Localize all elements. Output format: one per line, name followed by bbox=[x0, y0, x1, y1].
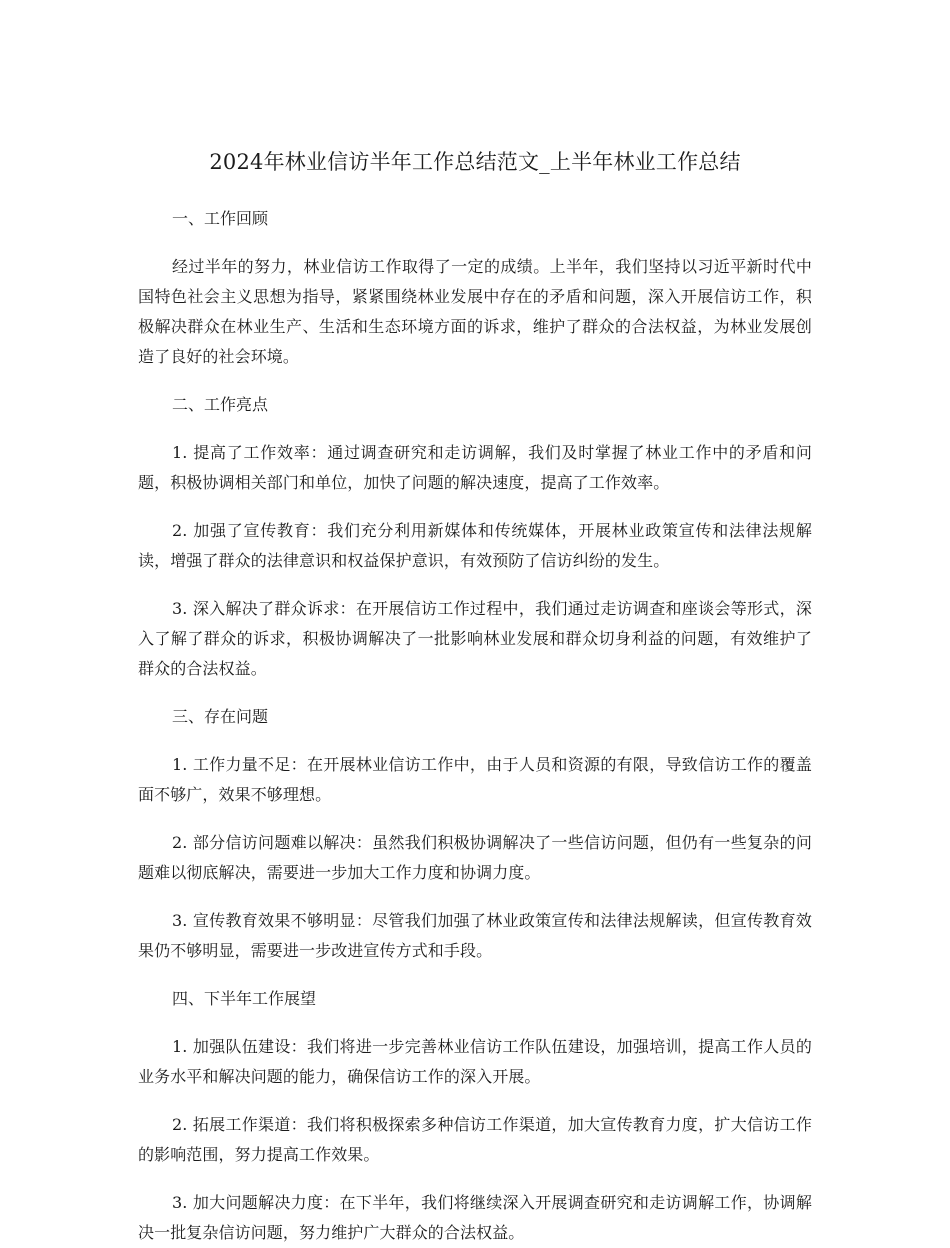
problem-item-1: 1. 工作力量不足：在开展林业信访工作中，由于人员和资源的有限，导致信访工作的覆盖面不够广，效果不够理想。 bbox=[138, 755, 812, 804]
section-heading-problems: 三、存在问题 bbox=[172, 707, 269, 726]
highlight-item-3: 3. 深入解决了群众诉求：在开展信访工作过程中，我们通过走访调查和座谈会等形式，深入了解了群众的诉求，积极协调解决了一批影响林业发展和群众切身利益的问题，有效维护了群众的合法权益。 bbox=[138, 599, 812, 678]
section-heading-review: 一、工作回顾 bbox=[172, 209, 269, 228]
review-paragraph: 经过半年的努力，林业信访工作取得了一定的成绩。上半年，我们坚持以习近平新时代中国特色社会主义思想为指导，紧紧围绕林业发展中存在的矛盾和问题，深入开展信访工作，积极解决群众在林业生产、生活和生态环境方面的诉求，维护了群众的合法权益，为林业发展创造了良好的社会环境。 bbox=[138, 257, 812, 366]
outlook-item-1: 1. 加强队伍建设：我们将进一步完善林业信访工作队伍建设，加强培训，提高工作人员的业务水平和解决问题的能力，确保信访工作的深入开展。 bbox=[138, 1037, 812, 1086]
section-heading-highlights: 二、工作亮点 bbox=[172, 395, 269, 414]
problem-item-3: 3. 宣传教育效果不够明显：尽管我们加强了林业政策宣传和法律法规解读，但宣传教育效果仍不够明显，需要进一步改进宣传方式和手段。 bbox=[138, 911, 812, 960]
document-body bbox=[138, 204, 812, 1248]
highlight-item-2: 2. 加强了宣传教育：我们充分利用新媒体和传统媒体，开展林业政策宣传和法律法规解读，增强了群众的法律意识和权益保护意识，有效预防了信访纠纷的发生。 bbox=[138, 521, 812, 570]
section-heading-outlook: 四、下半年工作展望 bbox=[172, 989, 317, 1008]
outlook-item-2: 2. 拓展工作渠道：我们将积极探索多种信访工作渠道，加大宣传教育力度，扩大信访工作的影响范围，努力提高工作效果。 bbox=[138, 1115, 812, 1164]
outlook-item-3: 3. 加大问题解决力度：在下半年，我们将继续深入开展调查研究和走访调解工作，协调解决一批复杂信访问题，努力维护广大群众的合法权益。 bbox=[138, 1193, 812, 1242]
highlight-item-1: 1. 提高了工作效率：通过调查研究和走访调解，我们及时掌握了林业工作中的矛盾和问题，积极协调相关部门和单位，加快了问题的解决速度，提高了工作效率。 bbox=[138, 443, 812, 492]
document-title: 2024年林业信访半年工作总结范文_上半年林业工作总结 bbox=[209, 150, 741, 174]
problem-item-2: 2. 部分信访问题难以解决：虽然我们积极协调解决了一些信访问题，但仍有一些复杂的问题难以彻底解决，需要进一步加大工作力度和协调力度。 bbox=[138, 833, 812, 882]
